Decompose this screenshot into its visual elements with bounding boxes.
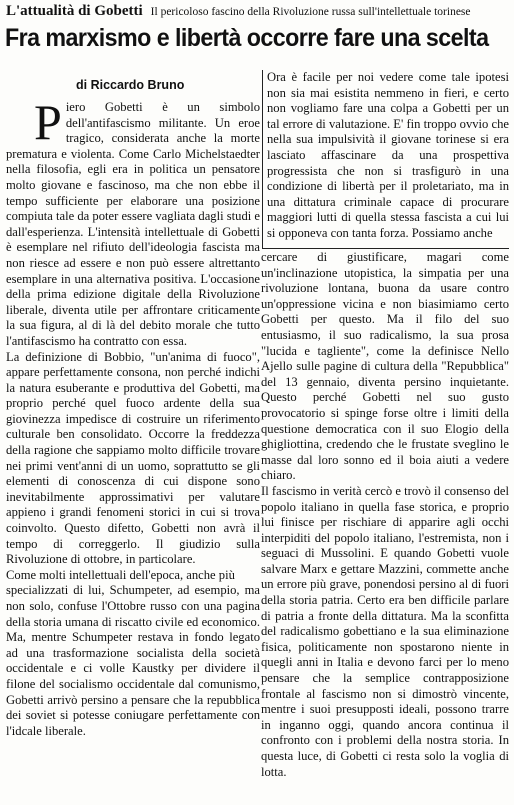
subtitle: Il pericoloso fascino della Rivoluzione russa sull'intellettuale torinese bbox=[150, 6, 471, 18]
drop-cap: P bbox=[34, 94, 62, 150]
column-2-bottom bbox=[261, 250, 509, 780]
paragraph-1 bbox=[6, 94, 260, 350]
column-1-top bbox=[6, 94, 260, 739]
paragraph-col2-1: Ora è facile per noi vedere come tale ipotesi non sia mai esistita nemmeno in fieri, e certo non vogliamo fare una colpa a Gobetti per un tal errore di valutazione. E' fin troppo ovvio che nella sua impulsività il giovane torinese si era lasciato affascinare da una prospettiva progressista che non si trasfigurò in una condizione di libertà per il proletariato, ma in una dittatura criminale capace di procurare maggiori lutti di quella stessa fascista a cui lui si opponeva con tanta forza. Possiamo anche bbox=[267, 70, 509, 240]
paragraph-col2-3: Il fascismo in verità cercò e trovò il consenso del popolo italiano in quella fase storica, e proprio lui finisce per rischiare di apparire agli occhi interpiditi del popolo italiano, l'estremista, non i seguaci di Mussolini. E quando Gobetti vuole salvare Marx e gettare Mazzini, commette anche un errore più grave, ponendosi persino al di fuori della storia patria. Certo era ben difficile parlare di patria a fronte della dittatura. Ma la sconfitta del radicalismo gobettiano e la sua eliminazione fisica, politicamente non spostarono niente in quegli anni in Italia e devono farci per lo meno pensare che la semplice contrapposizione frontale al fascismo non si dimostrò vincente, mentre i suoi presupposti ideali, possono trarre in inganno oggi, quando ancora continua il confronto con i problemi della nostra storia. In questa luce, di Gobetti ci resta solo la voglia di lotta. bbox=[261, 483, 509, 779]
paragraph-2: La definizione di Bobbio, "un'anima di fuoco", appare perfettamente consona, non perché indichi la natura esuberante e produttiva del Gobetti, ma proprio perché quel fuoco ardente della sua giovinezza impedisce di costruire un riferimento culturale ben consolidato. Occorre la freddezza della ragione che sappiamo molto difficile trovare nei primi vent'anni di un uomo, soprattutto se gli elementi di conoscenza di cui dispone sono inevitabilmente approssimativi per valutare appieno i grandi fenomeni storici in cui si trova coinvolto. Questo difetto, Gobetti non avrà il tempo di correggerlo. Il giudizio sulla Rivoluzione di ottobre, in particolare. bbox=[6, 349, 260, 567]
byline: di Riccardo Bruno bbox=[76, 78, 185, 92]
paragraph-col2-2: cercare di giustificare, magari come un'inclinazione utopistica, la simpatia per una rivoluzione lontana, buona da usare contro un'oppressione vicina e non biasimiamo certo Gobetti per questo. Ma il filo del suo entusiasmo, il suo radicalismo, la sua prosa "lucida e tagliente", come la definisce Nello Ajello sulle pagine di cultura della "Repubblica" del 13 gennaio, diventa persino inquietante. Questo perché Gobetti nel suo gusto provocatorio si spinge forse oltre i limiti della questione democratica con il suo Elogio della ghigliottina, credendo che le frustate sveglino le masse dal loro sonno ed il boia aiuti a vedere chiaro. bbox=[261, 250, 509, 483]
paragraph-3-cont: specializzati di lui, Schumpeter, ad esempio, ma non solo, confuse l'Ottobre russo con una pagina della storia umana di riscatto civile ed economico. Ma, mentre Schumpeter restava in fondo legato ad una trasformazione socialista della società occidentale e ci volle Kaustky per dividere il filone del socialismo occidentale dal comunismo, Gobetti arrivò persino a pensare che la repubblica dei soviet si potesse coniugare perfettamente con l'idcale liberale. bbox=[6, 583, 260, 738]
paragraph-3-start: Come molti intellettuali dell'epoca, anche più bbox=[6, 567, 235, 582]
headline: Fra marxismo e libertà occorre fare una scelta bbox=[5, 24, 489, 52]
column-divider bbox=[262, 70, 263, 248]
column-divider-horizontal bbox=[262, 248, 509, 249]
paragraph-1-text: iero Gobetti è un simbolo dell'antifascismo militante. Un eroe tragico, considerata anche la morte prematura e violenta. Come Carlo Michelstaedter nella filosofia, egli era in politica un pensatore molto giovane e fascinoso, ma che non ebbe il tempo sufficiente per elaborare una posizione compiuta tale da poter essere vagliata dagli studi e dall'esperienza. L'intensità intellettuale di Gobetti è esemplare nel rifiuto dell'ideologia fascista ma non riesce ad essere e non può essere altrettanto esemplare in una alternativa positiva. L'occasione della prima edizione digitale della Rivoluzione liberale, diventa utile per affrontare criticamente la sua figura, al di là del debito morale che tutto l'antifascismo ha contratto con essa. bbox=[6, 100, 260, 348]
section-kicker: L'attualità di Gobetti bbox=[6, 3, 143, 19]
column-2-top bbox=[267, 70, 509, 242]
kicker-line bbox=[6, 2, 471, 20]
